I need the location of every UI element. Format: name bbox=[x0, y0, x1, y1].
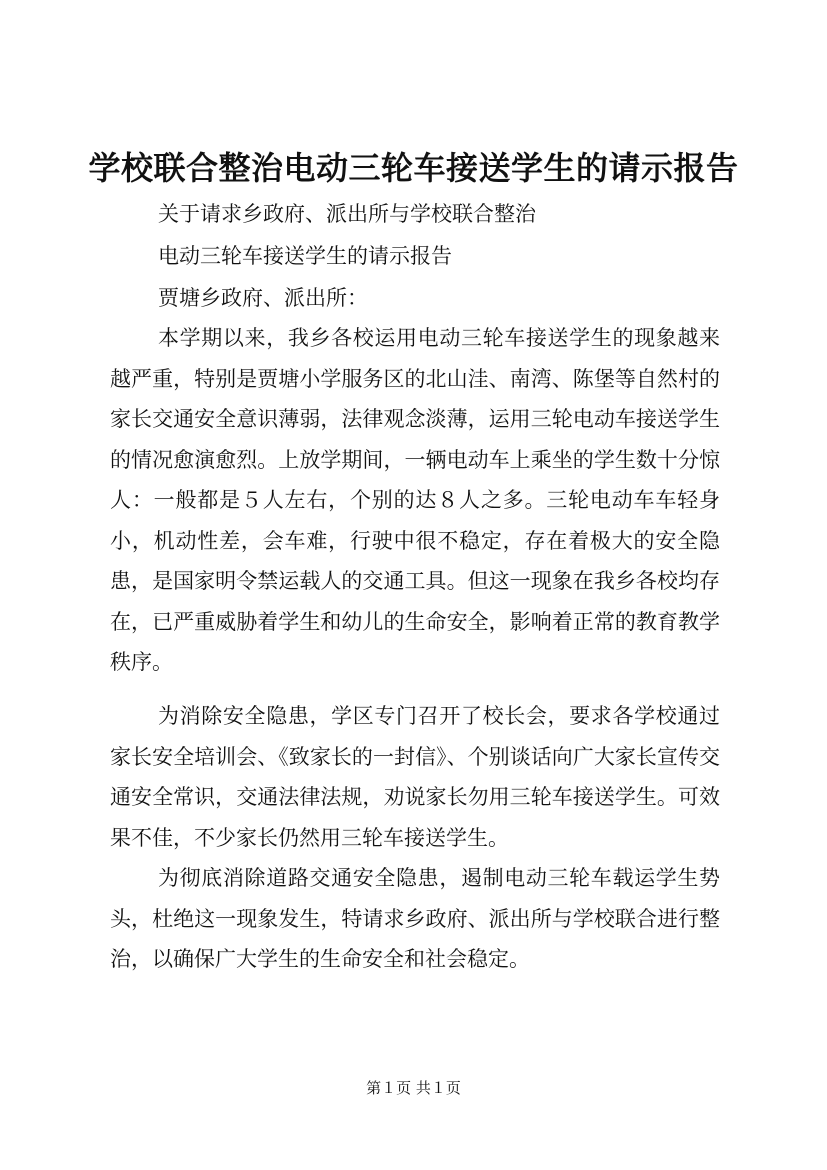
salutation: 贾塘乡政府、派出所： bbox=[158, 286, 368, 310]
subtitle-line-1: 关于请求乡政府、派出所与学校联合整治 bbox=[158, 202, 536, 226]
body-paragraph-3: 为彻底消除道路交通安全隐患，遏制电动三轮车载运学生势头，杜绝这一现象发生，特请求乡政府、派出所与学校联合进行整治，以确保广大学生的生命安全和社会稳定。 bbox=[110, 866, 720, 971]
page-footer: 第１页 共１页 bbox=[366, 1079, 461, 1097]
body-paragraph-1: 本学期以来，我乡各校运用电动三轮车接送学生的现象越来越严重，特别是贾塘小学服务区的北山洼、南湾、陈堡等自然村的家长交通安全意识薄弱，法律观念淡薄，运用三轮电动车接送学生的情况愈演愈烈。上放学期间，一辆电动车上乘坐的学生数十分惊人：一般都是５人左右，个别的达８人之多。三轮电动车车轻身小，机动性差，会车难，行驶中很不稳定，存在着极大的安全隐患，是国家明令禁运载人的交通工具。但这一现象在我乡各校均存在，已严重威胁着学生和幼儿的生命安全，影响着正常的教育教学秩序。 bbox=[110, 326, 720, 674]
document-title: 学校联合整治电动三轮车接送学生的请示报告 bbox=[88, 149, 739, 187]
body-paragraph-2: 为消除安全隐患，学区专门召开了校长会，要求各学校通过家长安全培训会、《致家长的一封信》、个别谈话向广大家长宣传交通安全常识，交通法律法规，劝说家长勿用三轮车接送学生。可效果不佳，不少家长仍然用三轮车接送学生。 bbox=[110, 704, 720, 850]
subtitle-line-2: 电动三轮车接送学生的请示报告 bbox=[158, 244, 452, 268]
